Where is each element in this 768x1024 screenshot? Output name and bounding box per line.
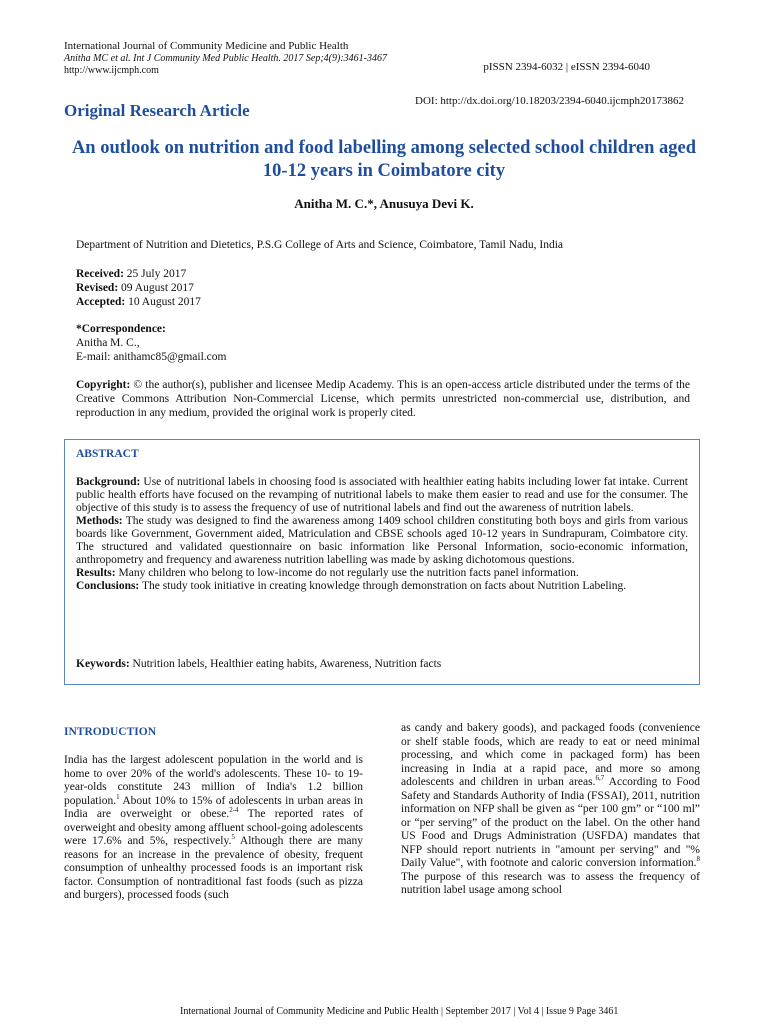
journal-name: International Journal of Community Medicine and Public Health [64, 40, 349, 52]
intro-right-column: as candy and bakery goods), and packaged foods (convenience or shelf stable foods, which are ready to eat or need minimal processing, and which come in packaged form) has been increasing in India at a rapid pace, and more so among adolescents and children in urban areas.$^{6,7}$ According to Food Safety and Standards Authority of India (FSSAI), 2011, nutrition information on NFP shall be given as “per 100 gm” or “100 ml” or “per serving” of the product on the label. On the other hand US Food and Drugs Administration (USFDA) mandates that NFP should report nutrients in "amount per serving" and "% Daily Value", with footnote and caloric conversion information.$^8$ The purpose of this research was to assess the frequency of nutrition label usage among school [401, 722, 700, 896]
citation: Anitha MC et al. Int J Community Med Public Health. 2017 Sep;4(9):3461-3467 [64, 53, 387, 64]
accepted-date: Accepted: 10 August 2017 [76, 296, 201, 308]
correspondence-email[interactable]: E-mail: anithamc85@gmail.com [76, 351, 227, 363]
article-type: Original Research Article [64, 101, 250, 120]
abstract-methods: Methods: The study was designed to find the awareness among 1409 school children constituting both boys and girls from various boards like Government, Government aided, Matriculation and CBSE schools aged 10-12 years in Sundrapuram, Coimbatore city. The structured and validated questionnaire on basic information like Personal Information, socio-economic information, anthropometry and frequency and awareness nutrition labelling was made by asking dichotomous questions. [76, 515, 688, 566]
issn: pISSN 2394-6032 | eISSN 2394-6040 [483, 61, 650, 73]
journal-url[interactable]: http://www.ijcmph.com [64, 65, 159, 76]
doi[interactable]: DOI: http://dx.doi.org/10.18203/2394-6040.ijcmph20173862 [415, 95, 684, 107]
article-title: An outlook on nutrition and food labelling among selected school children aged 10-12 years in Coimbatore city [71, 138, 697, 181]
keywords: Keywords: Nutrition labels, Healthier eating habits, Awareness, Nutrition facts [76, 658, 442, 670]
affiliation: Department of Nutrition and Dietetics, P.S.G College of Arts and Science, Coimbatore, Tamil Nadu, India [76, 239, 563, 251]
article-dates [76, 267, 690, 309]
abstract-background: Background: Use of nutritional labels in choosing food is associated with healthier eating habits including lower fat intake. Current public health efforts have focused on the revamping of nutritional labels to make them easier to read and use for the consumer. The objective of this study is to assess the frequency of use of nutritional labels and find out the awareness of nutrition labels. [76, 476, 689, 514]
received-date: Received: 25 July 2017 [76, 268, 187, 280]
correspondence-name: Anitha M. C., [76, 337, 140, 349]
abstract-results: Results: Many children who belong to low-income do not regularly use the nutrition facts panel information. [76, 567, 579, 579]
intro-left-column: India has the largest adolescent population in the world and is home to over 20% of the world's adolescents. These 10- to 19-year-olds constitute 243 million of India's 1.2 billion population.$^1$ About 10% to 15% of adolescents in urban areas in India are overweight or obese.$^{2-4}$ The reported rates of overweight and obesity among affluent school-going adolescents were 17.6% and 5%, respectively.$^5$ Although there are many reasons for an increase in the prevalence of obesity, frequent consumption of unhealthy processed foods is an important risk factor. Consumption of nontraditional fast foods (such as pizza and burgers), processed foods (such [64, 754, 363, 901]
introduction-heading: INTRODUCTION [64, 726, 157, 738]
abstract-conclusions: Conclusions: The study took initiative in creating knowledge through demonstration on facts about Nutrition Labeling. [76, 580, 627, 592]
copyright: Copyright: © the author(s), publisher and licensee Medip Academy. This is an open-access article distributed under the terms of the Creative Commons Attribution Non-Commercial License, which permits unrestricted non-commercial use, distribution, and reproduction in any medium, provided the original work is properly cited. [76, 379, 691, 419]
abstract-body [76, 476, 688, 593]
abstract-heading: ABSTRACT [76, 448, 139, 460]
revised-date: Revised: 09 August 2017 [76, 282, 194, 294]
authors: Anitha M. C.*, Anusuya Devi K. [294, 196, 474, 211]
page-footer: International Journal of Community Medicine and Public Health | September 2017 | Vol 4 | Issue 9 Page 3461 [180, 1006, 619, 1017]
correspondence: *Correspondence: Anitha M. C., E-mail: anithamc85@gmail.com [76, 322, 690, 364]
